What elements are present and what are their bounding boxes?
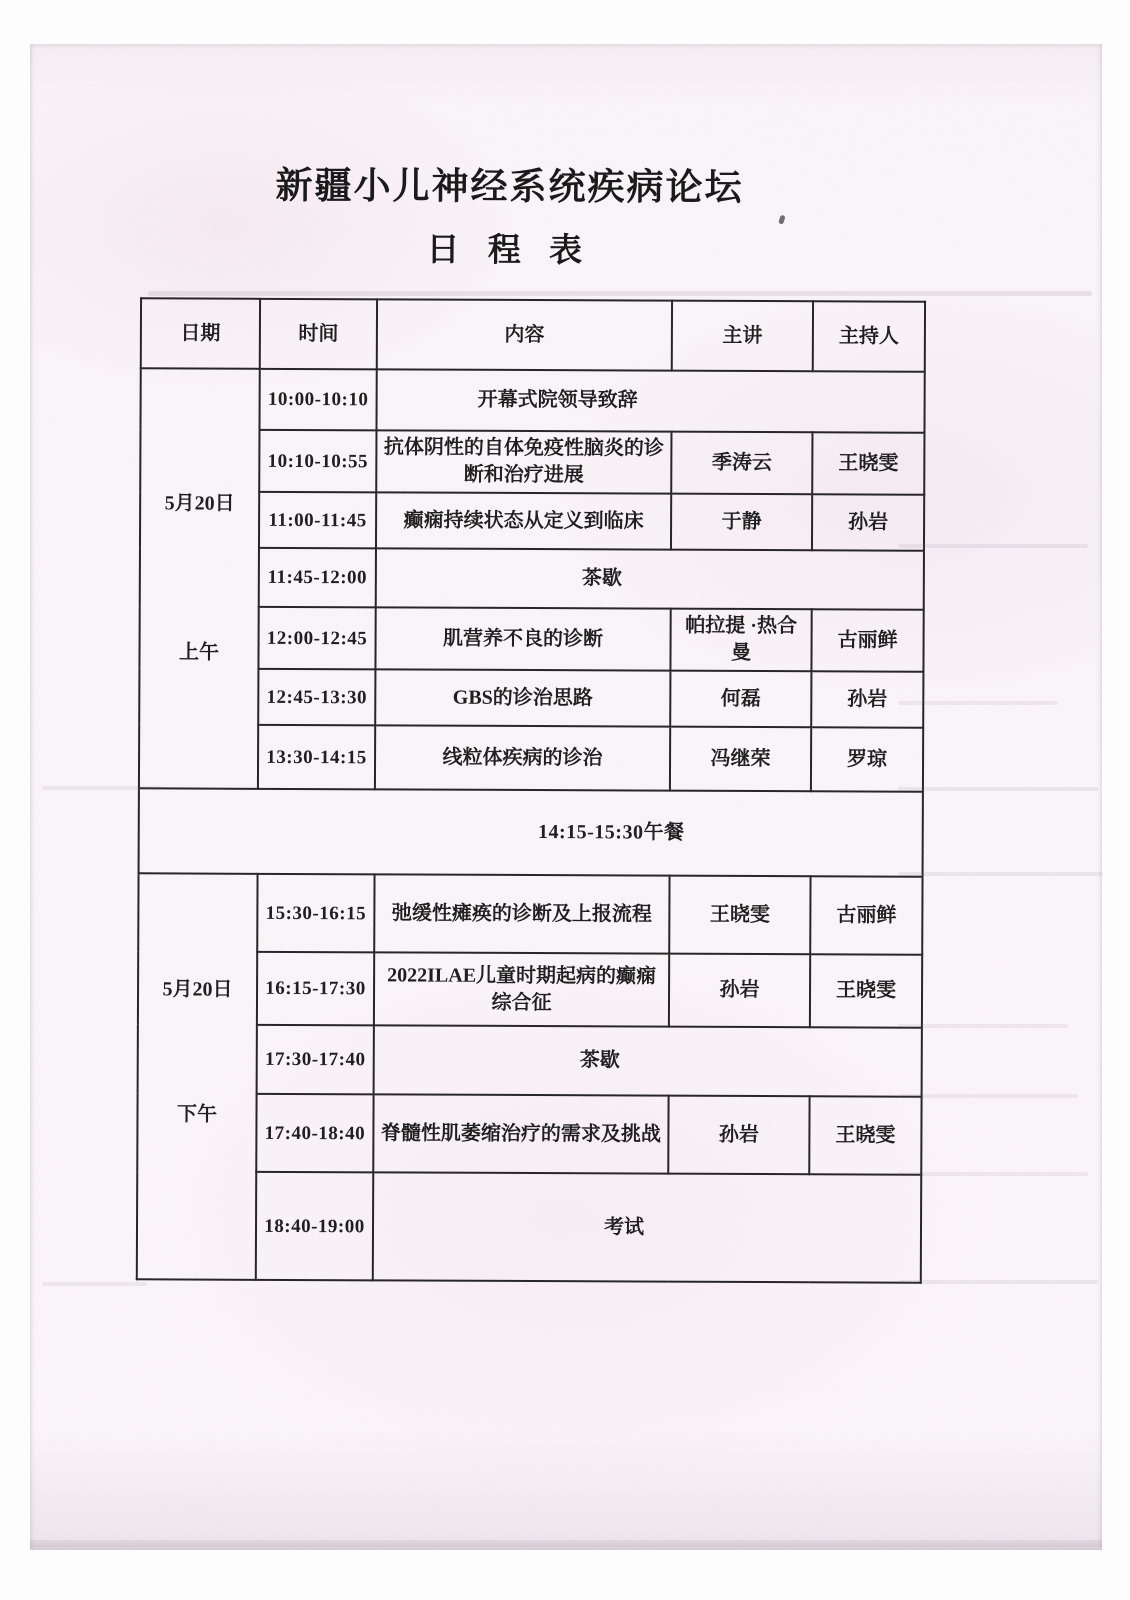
document-subtitle: 日 程 表 bbox=[426, 232, 593, 270]
host-cell: 孙岩 bbox=[812, 494, 924, 550]
content-cell: 茶歇 bbox=[376, 548, 924, 609]
content-cell: 抗体阴性的自体免疫性脑炎的诊断和治疗进展 bbox=[376, 430, 671, 493]
lunch-row bbox=[139, 788, 923, 876]
host-cell: 王晓雯 bbox=[810, 954, 922, 1027]
header-speaker: 主讲 bbox=[672, 301, 813, 372]
date-label: 5月20日 bbox=[162, 978, 233, 1001]
host-cell: 罗琼 bbox=[811, 727, 923, 791]
speaker-cell: 季涛云 bbox=[671, 432, 812, 495]
speaker-cell: 孙岩 bbox=[669, 954, 810, 1028]
scan-speck-mark bbox=[778, 215, 786, 225]
header-row bbox=[141, 298, 925, 371]
document-title: 新疆小儿神经系统疾病论坛 bbox=[275, 165, 744, 209]
time-cell: 18:40-19:00 bbox=[256, 1172, 373, 1281]
period-label: 下午 bbox=[176, 1103, 218, 1126]
period-label: 上午 bbox=[178, 641, 220, 664]
schedule-row bbox=[138, 873, 922, 954]
header-content: 内容 bbox=[377, 299, 672, 370]
time-cell: 10:10-10:55 bbox=[259, 430, 376, 493]
speaker-cell: 帕拉提 ·热合曼 bbox=[670, 609, 811, 672]
date-cell-morning bbox=[139, 368, 260, 789]
schedule-table bbox=[136, 297, 926, 1283]
host-cell: 王晓雯 bbox=[809, 1096, 921, 1174]
content-cell: 茶歇 bbox=[374, 1025, 922, 1096]
speaker-cell: 孙岩 bbox=[668, 1096, 809, 1175]
host-cell: 孙岩 bbox=[811, 671, 923, 727]
content-cell: 2022ILAE儿童时期起病的癫痫综合征 bbox=[374, 952, 669, 1026]
time-cell: 11:00-11:45 bbox=[259, 492, 376, 549]
scanned-page bbox=[30, 44, 1102, 1550]
content-cell: 脊髓性肌萎缩治疗的需求及挑战 bbox=[373, 1094, 668, 1173]
page-content bbox=[24, 44, 1103, 1555]
time-cell: 15:30-16:15 bbox=[257, 874, 374, 953]
header-host: 主持人 bbox=[813, 301, 925, 371]
host-cell: 古丽鲜 bbox=[811, 609, 923, 671]
time-cell: 16:15-17:30 bbox=[257, 952, 374, 1026]
time-cell: 10:00-10:10 bbox=[259, 369, 376, 431]
content-cell: 考试 bbox=[373, 1172, 921, 1282]
content-cell: 线粒体疾病的诊治 bbox=[375, 725, 670, 790]
time-cell: 11:45-12:00 bbox=[259, 548, 376, 608]
time-cell: 12:45-13:30 bbox=[258, 669, 375, 726]
time-cell: 17:30-17:40 bbox=[257, 1025, 374, 1095]
date-cell-afternoon bbox=[137, 873, 258, 1280]
host-cell: 王晓雯 bbox=[812, 432, 924, 494]
header-date: 日期 bbox=[141, 298, 260, 369]
content-cell: 弛缓性瘫痪的诊断及上报流程 bbox=[374, 874, 669, 953]
speaker-cell: 何磊 bbox=[670, 671, 811, 728]
time-cell: 12:00-12:45 bbox=[258, 607, 375, 670]
content-cell: 开幕式院领导致辞 bbox=[376, 369, 924, 432]
time-cell: 13:30-14:15 bbox=[258, 725, 375, 790]
date-label: 5月20日 bbox=[164, 492, 235, 515]
host-cell: 古丽鲜 bbox=[810, 876, 922, 954]
header-time: 时间 bbox=[260, 299, 377, 370]
content-cell: GBS的诊治思路 bbox=[375, 669, 670, 726]
time-cell: 17:40-18:40 bbox=[256, 1094, 373, 1173]
content-cell: 肌营养不良的诊断 bbox=[375, 607, 670, 670]
schedule-row bbox=[140, 368, 924, 432]
lunch-cell: 14:15-15:30午餐 bbox=[139, 788, 923, 876]
content-cell: 癫痫持续状态从定义到临床 bbox=[376, 492, 671, 549]
speaker-cell: 冯继荣 bbox=[670, 727, 811, 792]
speaker-cell: 于静 bbox=[671, 494, 812, 551]
speaker-cell: 王晓雯 bbox=[669, 876, 810, 955]
